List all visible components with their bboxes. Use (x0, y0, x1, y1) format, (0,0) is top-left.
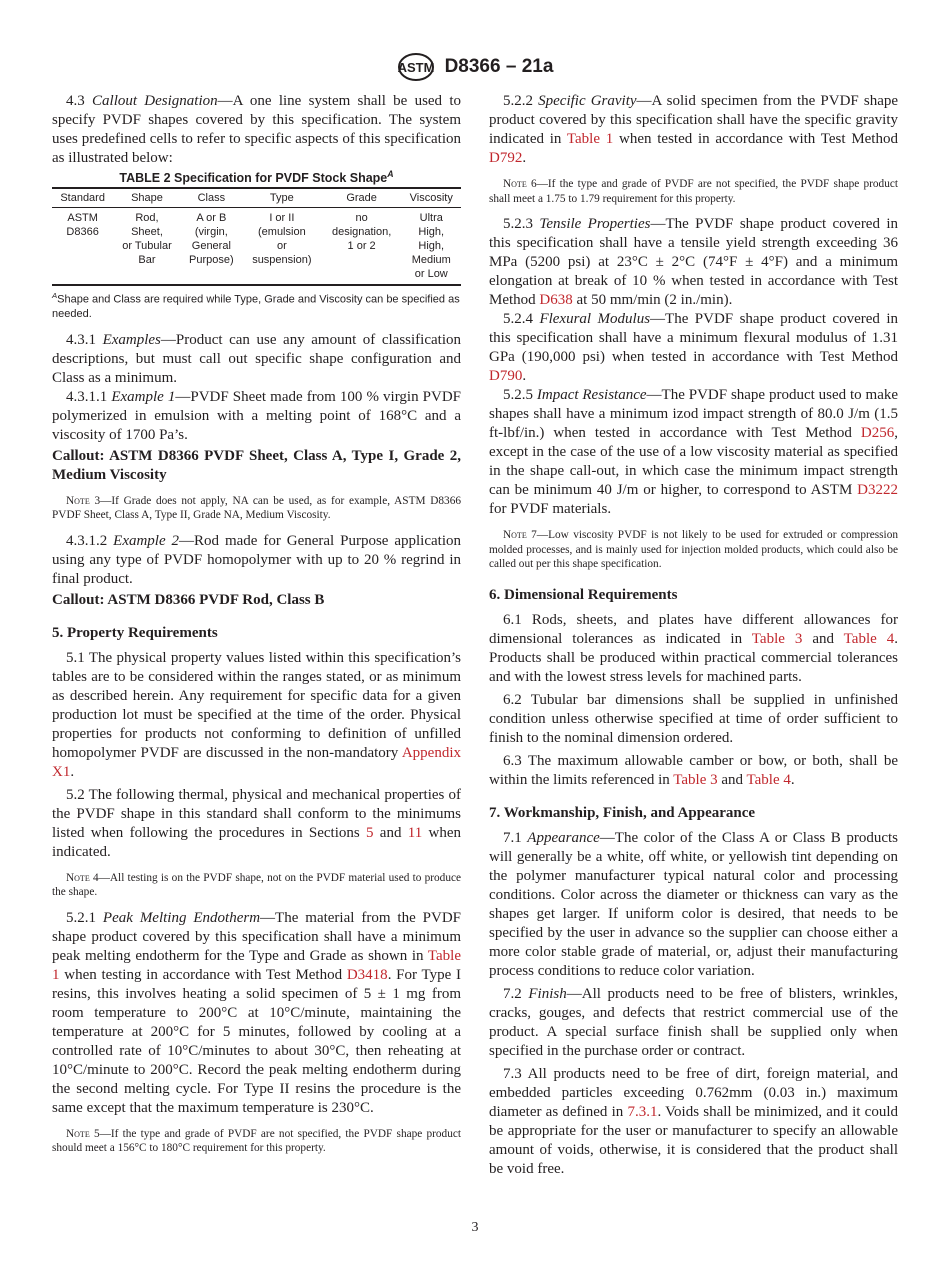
cell-shape: Rod, Sheet, or Tubular Bar (113, 208, 180, 286)
italic-term: Callout Designation (92, 93, 218, 109)
text-run: —PVDF Sheet made from 100 % virgin PVDF polymerized in emulsion with a melting point of 168°C and a viscosity of 1700 Pa’s. (52, 388, 461, 443)
text-run: , except in the case of the use of a low viscosity material as specified in the shape call-out, in which case the minimum impact strength can be minimum 40 J/m or higher, to correspond to ASTM (489, 425, 898, 498)
cross-reference-link[interactable]: 7.3.1 (627, 1103, 658, 1120)
italic-term: Peak Melting Endotherm (102, 909, 261, 926)
text-run: 7. Workmanship, Finish, and Appearance (489, 804, 756, 821)
text-run: 6.2 Tubular bar dimensions shall be supplied in unfinished condition unless otherwise specified at time of order sufficient to finish to the nominal dimension ordered. (489, 691, 898, 746)
paragraph (489, 691, 898, 748)
cross-reference-link[interactable]: 11 (407, 824, 423, 841)
paragraph (489, 985, 898, 1061)
paragraph (52, 92, 461, 168)
paragraph (489, 829, 898, 981)
text-run: Callout: ASTM D8366 PVDF Rod, Class B (52, 591, 325, 608)
italic-term: Examples (102, 331, 161, 348)
text-run: Callout: ASTM D8366 PVDF Sheet, Class A, Type I, Grade 2, Medium Viscosity (52, 447, 461, 483)
cell-type: I or II (emulsion or suspension) (242, 208, 322, 286)
cross-reference-link[interactable]: Table 4 (843, 630, 895, 647)
section-heading (52, 624, 461, 643)
note-paragraph (52, 494, 461, 523)
paragraph (52, 786, 461, 862)
paragraph (489, 92, 898, 168)
text-run: 4—All testing is on the PVDF shape, not on the PVDF material used to produce the shape. (52, 871, 461, 899)
text-run: . Products shall be produced within practical commercial tolerances and with the lowest stress levels for machined parts. (489, 630, 898, 685)
svg-text:ASTM: ASTM (397, 60, 434, 75)
spec-table (52, 187, 461, 286)
text-run: 5.2.5 (503, 387, 537, 403)
cross-reference-link[interactable]: Table 1 (566, 131, 614, 147)
text-run: 4.3.1 (66, 331, 103, 348)
text-run: when indicated. (52, 824, 461, 860)
text-run: . Voids shall be minimized, and it could be appropriate for the user or manufacturer to specify an allowable amount of voids, otherwise, it is considered that the product shall be void free. (489, 1103, 898, 1177)
table-row (52, 208, 461, 286)
footnote-text: Shape and Class are required while Type, Grade and Viscosity can be specified as needed. (52, 293, 460, 320)
text-run: 7.3 All products need to be free of dirt, foreign material, and embedded particles exceeding 0.762mm (0.03 in.) maximum diameter as defined in (489, 1065, 898, 1120)
table-caption (52, 169, 461, 185)
italic-term: Appearance (527, 829, 600, 846)
paragraph (489, 310, 898, 386)
text-run: 7—Low viscosity PVDF is not likely to be used for extruded or compression molded processes, and is mainly used for injection molded products, which could also be called out per this shape specification. (489, 529, 898, 570)
document-designation: D8366 – 21a (444, 56, 554, 77)
cross-reference-link[interactable]: D3418 (346, 966, 388, 983)
text-run: and (717, 771, 747, 788)
text-run: 5.1 The physical property values listed within this specification’s tables are to be considered within the ranges stated, or as minimum as described herein. Any requirement for specific data for a given production lot must be specified at the time of the order. Physical properties for products not conforming to definition of unfilled homopolymer PVDF are discussed in the non-mandatory (52, 649, 461, 761)
table-caption-text: TABLE 2 Specification for PVDF Stock Shape (119, 171, 388, 186)
paragraph (52, 331, 461, 388)
text-run: —Rod made for General Purpose application using any type of PVDF homopolymer with up to 20 % regrind in final product. (52, 532, 461, 587)
italic-term: Example 1 (111, 388, 176, 405)
callout-text (52, 591, 461, 610)
text-run: 6.1 Rods, sheets, and plates have different allowances for dimensional tolerances as indicated in (489, 611, 898, 647)
paragraph (489, 215, 898, 310)
cell-class: A or B (virgin, General Purpose) (181, 208, 242, 286)
page-number: 3 (471, 1220, 479, 1235)
text-run: . For Type I resins, this involves heating a solid specimen of 5 ± 1 mg from room temperature to 200°C at 10°C/minute, maintaining the temperature at 200°C for 5 minutes, followed by cooling at a controlled rate of 10°C/minutes to about 30°C, then reheating at 10°C/minute to 200°C. Record the peak melting endotherm during the second melting cycle. For Type II resins the procedure is the same except that the maximum temperature is 230°C. (52, 966, 461, 1116)
note-label: Note (503, 529, 527, 541)
text-run: —A one line system shall be used to specify PVDF shapes covered by this specification. The system uses predefined cells to refer to specific aspects of this specification as illustrated below: (52, 93, 461, 166)
text-run: 5.2.4 (503, 311, 540, 327)
paragraph (489, 386, 898, 519)
cross-reference-link[interactable]: Appendix X1 (52, 744, 461, 780)
cross-reference-link[interactable]: D256 (860, 425, 895, 441)
cross-reference-link[interactable]: Table 3 (673, 771, 718, 788)
text-run: 5.2.3 (503, 216, 540, 232)
text-run: when testing in accordance with Test Method (59, 966, 347, 983)
italic-term: Specific Gravity (538, 93, 637, 109)
text-run: . (70, 763, 75, 780)
col-grade: Grade (322, 188, 402, 208)
cross-reference-link[interactable]: D790 (489, 368, 523, 384)
text-run: —A solid specimen from the PVDF shape product covered by this specification shall have the specific gravity indicated in (489, 93, 899, 147)
cell-grade: no designation, 1 or 2 (322, 208, 402, 286)
text-run: and (373, 824, 408, 841)
note-paragraph (52, 1127, 461, 1156)
cross-reference-link[interactable]: 5 (366, 824, 374, 841)
note-paragraph (489, 177, 898, 206)
footnote-mark: A (52, 291, 58, 301)
text-run: for PVDF materials. (489, 501, 612, 517)
cross-reference-link[interactable]: D3222 (857, 482, 898, 498)
text-run: —All products need to be free of blisters, wrinkles, cracks, gouges, and defects that restrict commercial use of the product. A special surface finish shall be supplied only when specified in the purchase order or contract. (489, 985, 899, 1059)
cell-standard: ASTM D8366 (52, 208, 113, 286)
section-heading (489, 586, 898, 605)
paragraph (489, 752, 898, 790)
note-label: Note (503, 178, 527, 190)
text-run: 5—If the type and grade of PVDF are not specified, the PVDF shape product should meet a 156°C to 180°C requirement for this property. (52, 1127, 461, 1155)
text-run: 7.2 (503, 985, 529, 1002)
cross-reference-link[interactable]: Table 3 (751, 630, 803, 647)
text-run: 4.3.1.1 (66, 388, 112, 405)
text-run: when tested in accordance with Test Method (613, 131, 898, 147)
text-run: —The PVDF shape product covered in this specification shall have a tensile yield strength exceeding 36 MPa (5200 psi) at 23°C ± 2°C (74°F ± 4°F) and a minimum elongation at break of 10 % when tested in accordance with Test Method (489, 216, 898, 308)
text-run: . (522, 150, 527, 166)
text-run: 7.1 (503, 829, 528, 846)
table-footnote (52, 289, 461, 321)
text-run: —The PVDF shape product used to make shapes shall have a minimum izod impact strength of 80.0 J/m (1.5 ft-lbf/in.) when tested in accordance with Test Method (489, 387, 899, 441)
paragraph (52, 649, 461, 782)
cross-reference-link[interactable]: D792 (489, 150, 523, 166)
col-viscosity: Viscosity (402, 188, 462, 208)
right-column (489, 92, 898, 1179)
note-label: Note (66, 871, 90, 884)
col-shape: Shape (113, 188, 180, 208)
paragraph (489, 611, 898, 687)
text-run: 6. Dimensional Requirements (489, 586, 678, 603)
text-run: . (522, 368, 527, 384)
note-label: Note (66, 1127, 90, 1140)
italic-term: Example 2 (113, 532, 180, 549)
text-run: 3—If Grade does not apply, NA can be used, as for example, ASTM D8366 PVDF Sheet, Class A, Type II, Grade NA, Medium Viscosity. (52, 494, 461, 522)
italic-term: Finish (528, 985, 567, 1002)
text-run: —Product can use any amount of classification descriptions, but must call out specific shape configuration and Class as a minimum. (52, 331, 461, 386)
col-class: Class (181, 188, 242, 208)
paragraph (52, 532, 461, 589)
note-label: Note (66, 494, 90, 507)
left-column (52, 92, 461, 1165)
callout-text (52, 447, 461, 485)
paragraph (489, 1065, 898, 1179)
table-2 (52, 169, 461, 321)
col-standard: Standard (52, 188, 113, 208)
note-paragraph (52, 871, 461, 900)
page-header (0, 52, 950, 82)
text-run: 5.2.2 (503, 93, 539, 109)
text-run: 5. Property Requirements (52, 624, 218, 641)
text-run: 4.3 (66, 93, 93, 109)
cross-reference-link[interactable]: Table 1 (52, 947, 461, 983)
italic-term: Tensile Properties (539, 216, 651, 232)
cross-reference-link[interactable]: D638 (539, 292, 573, 308)
paragraph (52, 388, 461, 445)
note-paragraph (489, 528, 898, 572)
cross-reference-link[interactable]: Table 4 (746, 771, 791, 788)
text-run: . (790, 771, 795, 788)
text-run: 5.2.1 (66, 909, 103, 926)
text-run: 6—If the type and grade of PVDF are not specified, the PVDF shape product shall meet a 1.75 to 1.79 requirement for this property. (489, 178, 898, 205)
text-run: 6.3 The maximum allowable camber or bow, or both, shall be within the limits referenced in (489, 752, 898, 788)
text-run: at 50 mm/min (2 in./min). (572, 292, 733, 308)
italic-term: Impact Resistance (536, 387, 647, 403)
text-run: —The material from the PVDF shape product covered by this specification shall have a minimum peak melting endotherm for the Type and Grade as shown in (52, 909, 461, 964)
caption-footnote-mark: A (387, 169, 394, 179)
section-heading (489, 804, 898, 823)
paragraph (52, 909, 461, 1118)
text-run: —The color of the Class A or Class B products will generally be a white, off white, or yellowish tint depending on the polymer manufacturer typical natural color and processing conditions. Color across the diameter or thickness can vary as the shapes get larger. If uniform color is desired, that needs to be specified by the user in advance so the supplier can choose either a more color stable grade of material, or, adjust their manufacturing process conditions to reduce color variation. (489, 829, 898, 979)
text-run: —The PVDF shape product covered in this specification shall have a minimum flexural modulus of 1.31 GPa (190,000 psi) when tested in accordance with Test Method (489, 311, 898, 365)
cell-viscosity: Ultra High, High, Medium or Low (402, 208, 462, 286)
col-type: Type (242, 188, 322, 208)
astm-logo-icon (397, 52, 435, 82)
text-run: 4.3.1.2 (66, 532, 114, 549)
text-run: 5.2 The following thermal, physical and mechanical properties of the PVDF shape in this standard shall conform to the minimums listed when following the procedures in Sections (52, 786, 461, 841)
text-run: and (802, 630, 844, 647)
italic-term: Flexural Modulus (539, 311, 651, 327)
